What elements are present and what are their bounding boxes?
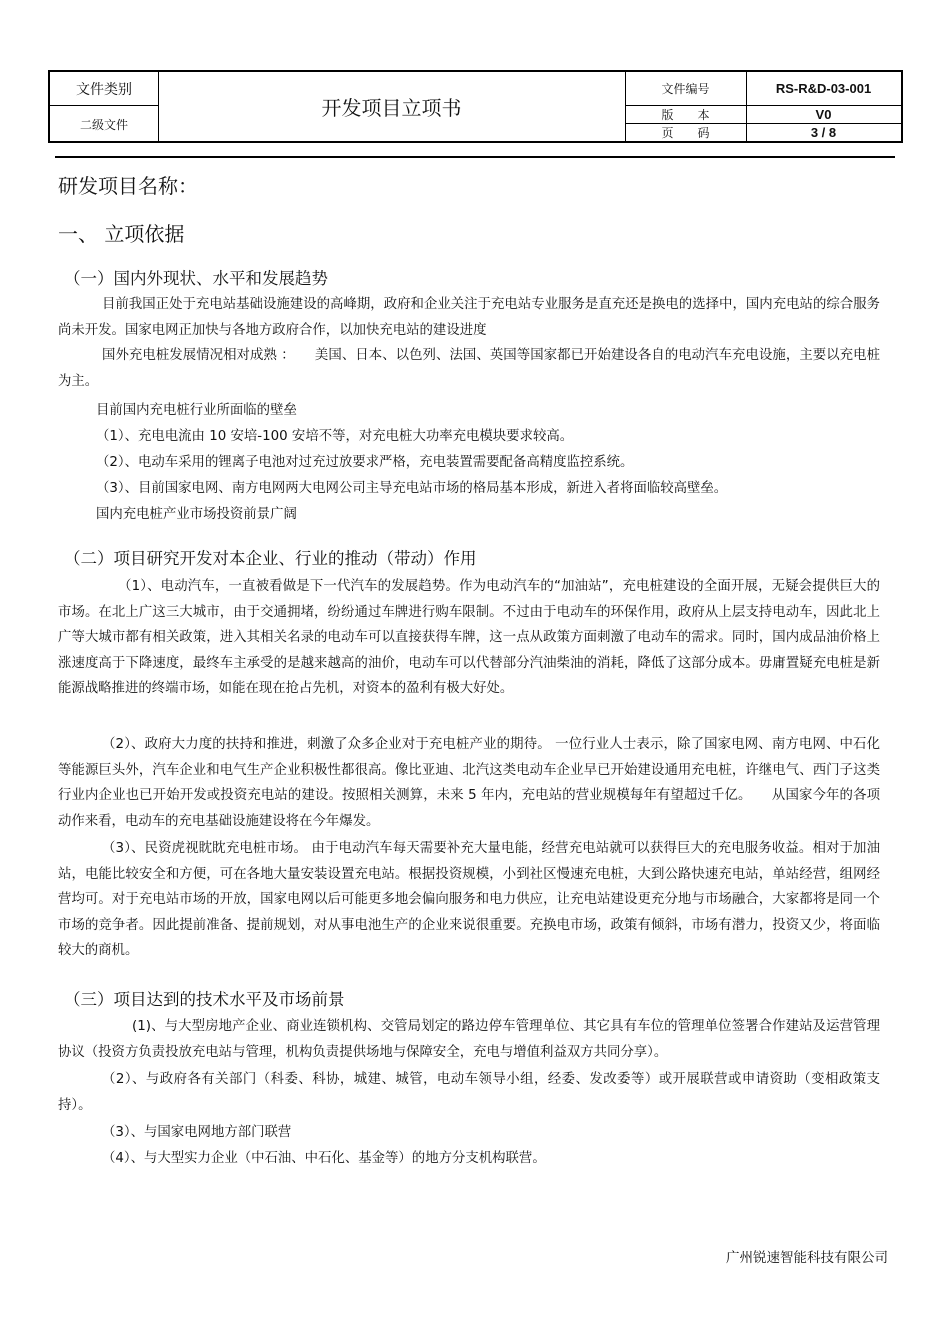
paragraph: 目前我国正处于充电站基础设施建设的高峰期，政府和企业关注于充电站专业服务是直充还是换电的选择中，国内充电站的综合服务尚未开发。国家电网正加快与各地方政府合作，以加快充电站的建设进度 (58, 297, 880, 338)
category-label: 文件类别 (76, 81, 132, 98)
subsection-title: （二）项目研究开发对本企业、行业的推动（带动）作用 (64, 549, 477, 568)
version-label: 版 本 (661, 108, 710, 122)
subsection-title: （三）项目达到的技术水平及市场前景 (64, 990, 345, 1009)
paragraph: （1）、电动汽车，一直被看做是下一代汽车的发展趋势。作为电动汽车的“加油站”，充电桩建设的全面开展，无疑会提供巨大的市场。在北上广这三大城市，由于交通拥堵，纷纷通过车牌进行购车限制。不过由于电动车的环保作用，政府从上层支持电动车，因此北上广等大城市都有相关政策，进入其相关名录的电动车可以直接获得车牌，这一点从政策方面刺激了电动车的需求。同时，国内成品油价格上涨速度高于下降速度，最终车主承受的是越来越高的油价，电动车可以代替部分汽油柴油的消耗，降低了这部分成本。毋庸置疑充电桩是新能源战略推进的终端市场，如能在现在抢占先机，对资本的盈利有极大好处。 (58, 579, 880, 696)
project-name-label: 研发项目名称： (58, 174, 198, 198)
paragraph: (1)、与大型房地产企业、商业连锁机构、交管局划定的路边停车管理单位、其它具有车位的管理单位签署合作建站及运营管理协议（投资方负责投放充电站与管理，机构负责提供场地与保障安全，充电与增值利益双方共同分享）。 (58, 1019, 880, 1060)
paragraph: 国内充电桩产业市场投资前景广阔 (96, 507, 297, 522)
subsection-title: （一）国内外现状、水平和发展趋势 (64, 269, 328, 288)
page-label: 页 码 (661, 126, 710, 140)
list-item: （1）、充电电流由 10 安培-100 安培不等，对充电桩大功率充电模块要求较高。 (96, 429, 574, 444)
paragraph: 国外充电桩发展情况相对成熟 ： 美国、日本、以色列、法国、英国等国家都已开始建设各自的电动汽车充电设施，主要以充电桩为主。 (58, 348, 880, 389)
company-footer: 广州锐速智能科技有限公司 (726, 1250, 888, 1266)
paragraph: 目前国内充电桩行业所面临的壁垒 (96, 403, 297, 418)
doc-no-label: 文件编号 (661, 82, 710, 96)
list-item: （4）、与大型实力企业（中石油、中石化、基金等）的地方分支机构联营。 (102, 1151, 546, 1166)
category-value: 二级文件 (79, 117, 128, 132)
doc-no-value: RS-R&D-03-001 (775, 81, 872, 96)
document-header-table (48, 70, 903, 143)
section-title: 一、 立项依据 (58, 222, 185, 246)
paragraph: （2）、政府大力度的扶持和推进，刺激了众多企业对于充电桩产业的期待。 一位行业人士表示，除了国家电网、南方电网、中石化等能源巨头外，汽车企业和电气生产企业积极性都很高。像比亚迪、北汽这类电动车企业早已开始建设通用充电桩，许继电气、西门子这类行业内企业也已开始开发或投资充电站的建设。按照相关测算，未来 5 年内，充电站的营业规模每年有望超过千亿。 从国家今年的各项动作来看，电动车的充电基础设施建设将在今年爆发。 (58, 737, 880, 829)
document-title: 开发项目立项书 (321, 96, 462, 120)
paragraph: （3）、民资虎视眈眈充电桩市场。 由于电动汽车每天需要补充大量电能，经营充电站就可以获得巨大的充电服务收益。相对于加油站，电能比较安全和方便，可在各地大量安装设置充电站。根据投资规模，小到社区慢速充电桩，大到公路快速充电站，单站经营，组网经营均可。对于充电站市场的开放，国家电网以后可能更多地会偏向服务和电力供应，让充电站建设更充分地与市场融合，大家都将是同一个市场的竞争者。因此提前准备、提前规划，对从事电池生产的企业来说很重要。充换电市场，政策有倾斜，市场有潜力，投资又少，将面临较大的商机。 (58, 841, 880, 958)
header-rule (55, 156, 895, 158)
list-item: （3）、目前国家电网、南方电网两大电网公司主导充电站市场的格局基本形成，新进入者将面临较高壁垒。 (96, 481, 728, 496)
list-item: （2）、电动车采用的锂离子电池对过充过放要求严格，充电装置需要配备高精度监控系统。 (96, 455, 634, 470)
page-number: 3 / 8 (810, 125, 837, 140)
paragraph: （2）、与政府各有关部门（科委、科协，城建、城管，电动车领导小组，经委、发改委等）或开展联营或申请资助（变相政策支持）。 (58, 1072, 880, 1113)
version-value: V0 (815, 107, 832, 122)
list-item: （3）、与国家电网地方部门联营 (102, 1125, 292, 1140)
